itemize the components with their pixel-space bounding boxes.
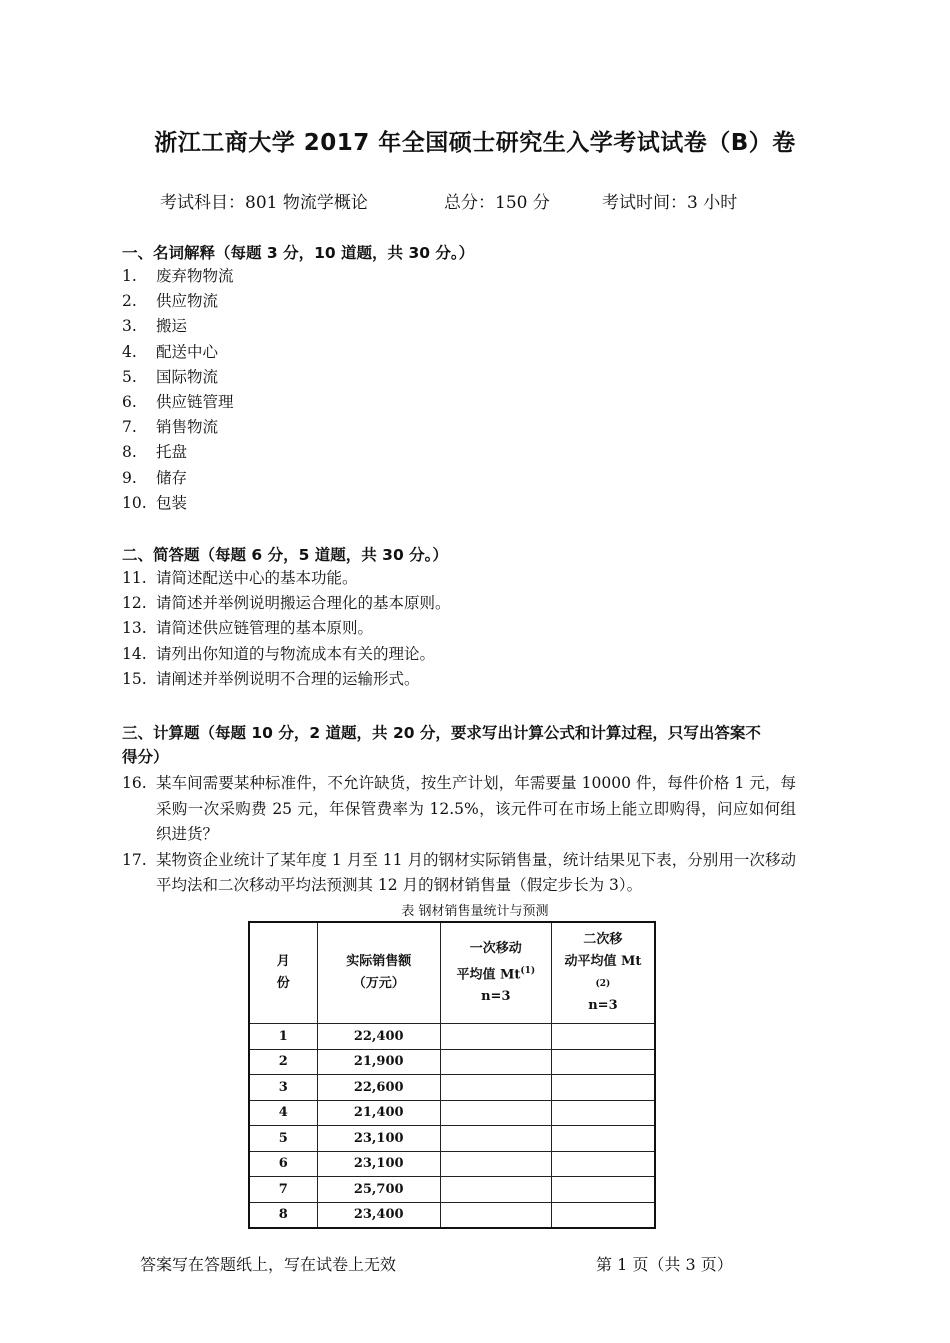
cell-month: 2 xyxy=(249,1049,317,1075)
section-3-list xyxy=(122,771,796,899)
header-text: 一次移动 xyxy=(469,940,522,956)
table-caption: 表 钢材销售量统计与预测 xyxy=(401,904,549,919)
table-header-row xyxy=(249,922,655,1024)
header-text: （万元） xyxy=(352,976,405,991)
cell-ma1 xyxy=(440,1177,551,1203)
cell-sales: 21,400 xyxy=(317,1100,440,1126)
item-text: 销售物流 xyxy=(156,418,219,437)
item-number: 14. xyxy=(122,644,147,663)
item-text: 供应链管理 xyxy=(156,392,234,411)
cell-ma2 xyxy=(551,1126,655,1152)
cell-ma1 xyxy=(440,1151,551,1177)
cell-sales: 23,100 xyxy=(317,1151,440,1177)
item-number: 13. xyxy=(122,619,147,638)
cell-sales: 25,700 xyxy=(317,1177,440,1203)
cell-ma2 xyxy=(551,1075,655,1101)
list-item xyxy=(122,667,451,692)
item-text: 请列出你知道的与物流成本有关的理论。 xyxy=(156,644,436,663)
header-text: 份 xyxy=(276,976,290,991)
cell-ma1 xyxy=(440,1202,551,1228)
item-number: 16. xyxy=(122,774,147,792)
cell-sales: 22,400 xyxy=(317,1024,440,1050)
header-text: n=3 xyxy=(481,989,511,1005)
header-text: 实际销售额 xyxy=(346,954,412,969)
item-text: 托盘 xyxy=(156,443,188,462)
cell-ma2 xyxy=(551,1049,655,1075)
cell-ma1 xyxy=(440,1075,551,1101)
item-text: 请简述供应链管理的基本原则。 xyxy=(156,619,374,638)
header-superscript: (2) xyxy=(595,979,611,989)
cell-sales: 23,100 xyxy=(317,1126,440,1152)
cell-month: 3 xyxy=(249,1075,317,1101)
item-number: 17. xyxy=(122,850,147,869)
item-text: 请简述并举例说明搬运合理化的基本原则。 xyxy=(156,594,451,613)
list-item xyxy=(122,466,234,491)
item-text: 包装 xyxy=(156,493,188,512)
question-17 xyxy=(122,848,796,899)
list-item xyxy=(122,491,234,516)
table-row xyxy=(249,1202,655,1228)
cell-ma1 xyxy=(440,1049,551,1075)
list-item xyxy=(122,314,234,339)
section-3-heading-cont: 得分） xyxy=(122,748,169,766)
cell-month: 4 xyxy=(249,1100,317,1126)
header-sales xyxy=(317,922,440,1024)
item-number: 5. xyxy=(122,367,137,386)
header-month xyxy=(249,922,317,1024)
header-ma1 xyxy=(440,922,551,1024)
exam-subject: 考试科目：801 物流学概论 xyxy=(160,193,368,213)
item-text: 废弃物物流 xyxy=(156,267,234,285)
item-number: 4. xyxy=(122,342,137,361)
table-row xyxy=(249,1100,655,1126)
item-number: 2. xyxy=(122,292,137,311)
item-number: 1. xyxy=(122,267,137,285)
header-text: 月 xyxy=(276,954,290,969)
table-row xyxy=(249,1024,655,1050)
section-3-heading: 三、计算题（每题 10 分，2 道题，共 20 分，要求写出计算公式和计算过程，只写出答案不 xyxy=(122,724,761,742)
cell-ma2 xyxy=(551,1100,655,1126)
section-2-list xyxy=(122,566,451,692)
list-item xyxy=(122,264,234,289)
item-number: 11. xyxy=(122,569,147,587)
table-row xyxy=(249,1049,655,1075)
item-number: 12. xyxy=(122,594,147,613)
item-text: 某车间需要某种标准件，不允许缺货，按生产计划，年需要量 10000 件，每件价格 1 元，每采购一次采购费 25 元，年保管费率为 12.5%，该元件可在市场上能立即购得，问应如何组织进货？ xyxy=(156,774,796,843)
item-text: 搬运 xyxy=(156,317,188,336)
table-row xyxy=(249,1126,655,1152)
cell-month: 8 xyxy=(249,1202,317,1228)
list-item xyxy=(122,390,234,415)
footer-note: 答案写在答题纸上，写在试卷上无效 xyxy=(140,1255,397,1274)
item-text: 储存 xyxy=(156,468,188,487)
header-text: 动平均值 Mt xyxy=(564,954,642,969)
cell-month: 1 xyxy=(249,1024,317,1050)
cell-ma2 xyxy=(551,1151,655,1177)
question-16 xyxy=(122,771,796,848)
sales-table xyxy=(248,921,656,1229)
cell-sales: 23,400 xyxy=(317,1202,440,1228)
cell-ma1 xyxy=(440,1126,551,1152)
item-text: 某物资企业统计了某年度 1 月至 11 月的钢材实际销售量，统计结果见下表，分别用一次移动平均法和二次移动平均法预测其 12 月的钢材销售量（假定步长为 3）。 xyxy=(156,850,796,894)
table-row xyxy=(249,1177,655,1203)
item-number: 10. xyxy=(122,493,147,512)
header-ma2 xyxy=(551,922,655,1024)
item-text: 请阐述并举例说明不合理的运输形式。 xyxy=(156,669,420,688)
header-text: 平均值 Mt xyxy=(456,967,521,983)
item-text: 请简述配送中心的基本功能。 xyxy=(156,569,358,587)
list-item xyxy=(122,566,451,591)
list-item xyxy=(122,365,234,390)
cell-sales: 22,600 xyxy=(317,1075,440,1101)
item-number: 6. xyxy=(122,392,137,411)
item-number: 9. xyxy=(122,468,137,487)
cell-month: 5 xyxy=(249,1126,317,1152)
list-item xyxy=(122,591,451,616)
list-item xyxy=(122,642,451,667)
exam-duration: 考试时间：3 小时 xyxy=(602,193,738,213)
section-1-heading: 一、名词解释（每题 3 分，10 道题，共 30 分。） xyxy=(122,244,475,262)
cell-ma2 xyxy=(551,1202,655,1228)
item-text: 配送中心 xyxy=(156,342,219,361)
cell-ma2 xyxy=(551,1177,655,1203)
list-item xyxy=(122,616,451,641)
table-row xyxy=(249,1151,655,1177)
section-1-list xyxy=(122,264,234,516)
cell-month: 7 xyxy=(249,1177,317,1203)
item-number: 8. xyxy=(122,443,137,462)
cell-month: 6 xyxy=(249,1151,317,1177)
header-text: 二次移 xyxy=(583,932,623,947)
cell-ma1 xyxy=(440,1024,551,1050)
section-2-heading: 二、简答题（每题 6 分，5 道题，共 30 分。） xyxy=(122,546,448,564)
header-text: n=3 xyxy=(588,998,618,1013)
table-row xyxy=(249,1075,655,1101)
page-number: 第 1 页（共 3 页） xyxy=(596,1255,733,1274)
item-number: 7. xyxy=(122,418,137,437)
cell-sales: 21,900 xyxy=(317,1049,440,1075)
cell-ma2 xyxy=(551,1024,655,1050)
item-number: 3. xyxy=(122,317,137,336)
list-item xyxy=(122,289,234,314)
item-number: 15. xyxy=(122,669,147,688)
list-item xyxy=(122,340,234,365)
exam-title: 浙江工商大学 2017 年全国硕士研究生入学考试试卷（B）卷 xyxy=(154,130,796,156)
exam-total-score: 总分：150 分 xyxy=(444,193,550,213)
header-superscript: (1) xyxy=(520,965,536,976)
list-item xyxy=(122,415,234,440)
item-text: 国际物流 xyxy=(156,367,219,386)
item-text: 供应物流 xyxy=(156,292,219,311)
cell-ma1 xyxy=(440,1100,551,1126)
list-item xyxy=(122,440,234,465)
